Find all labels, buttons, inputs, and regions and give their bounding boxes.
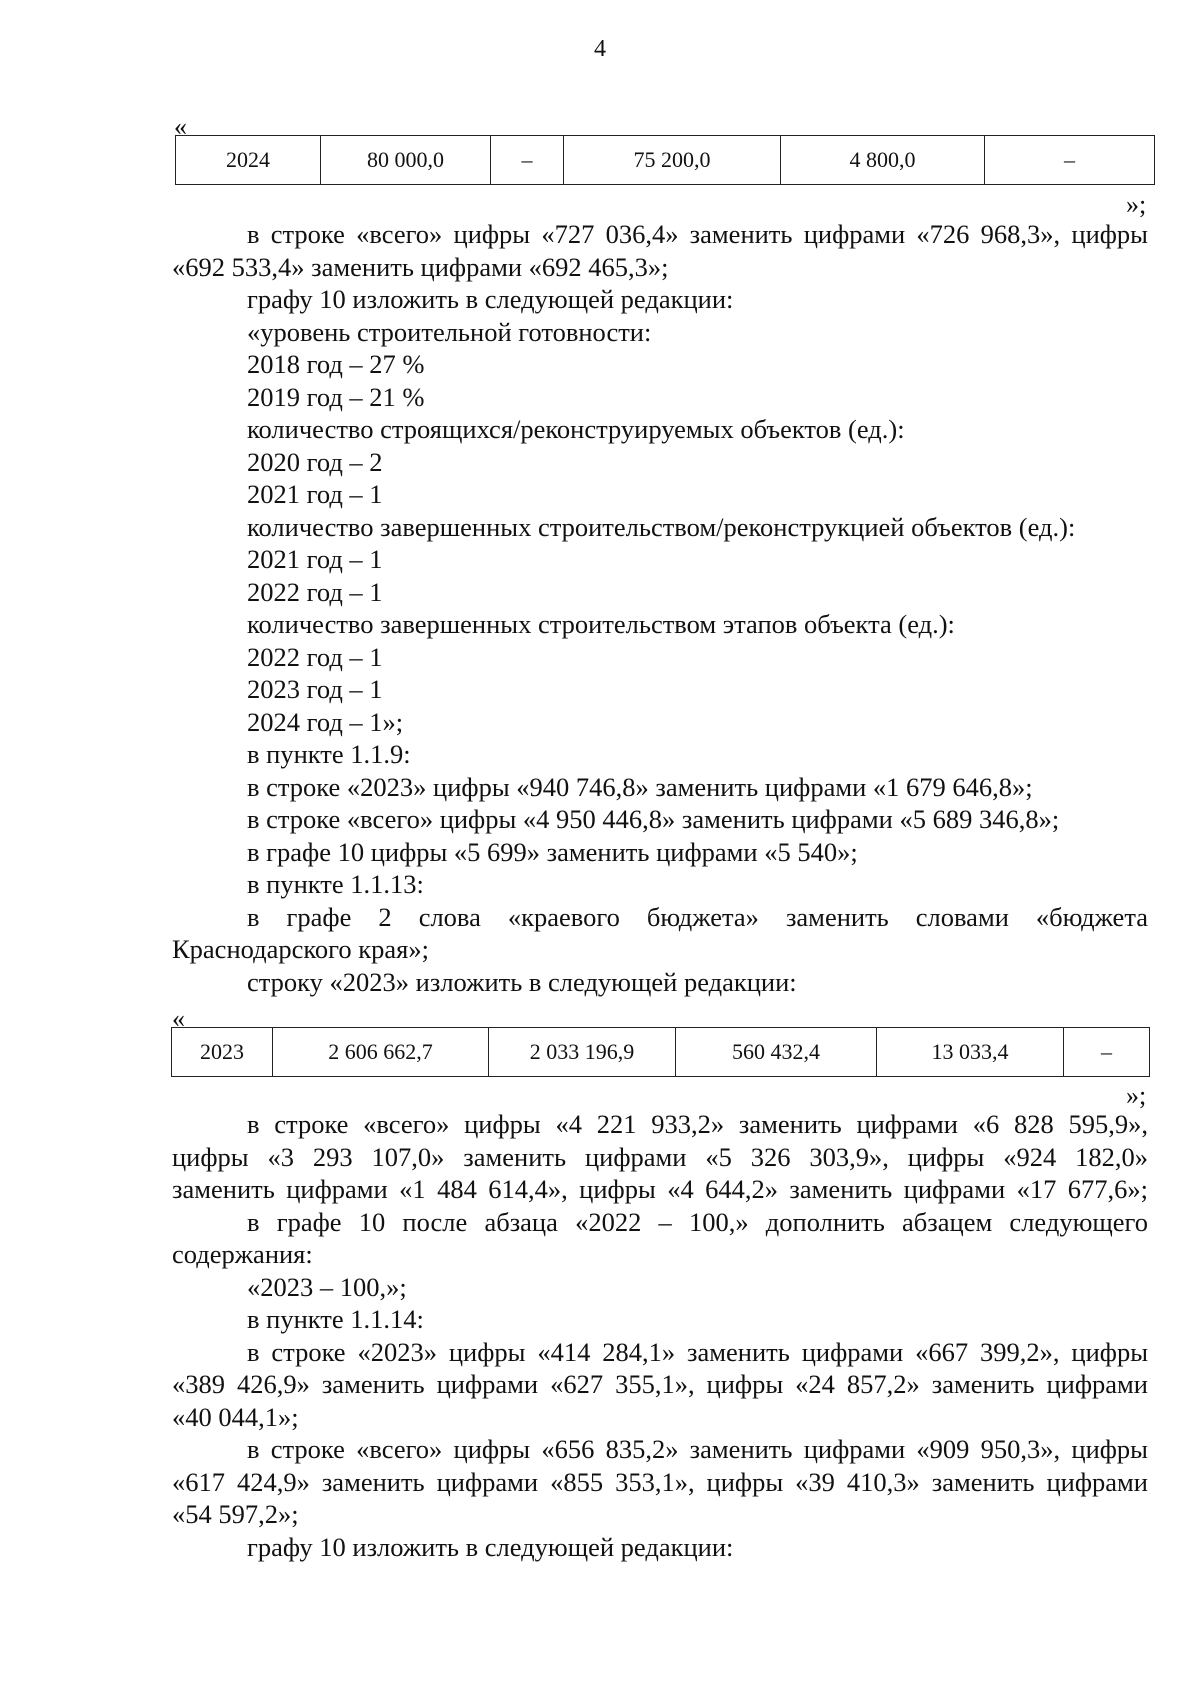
- paragraph-line: количество завершенных строительством этапов объекта (ед.):: [247, 609, 955, 639]
- paragraph-line: 2019 год – 21 %: [247, 382, 425, 412]
- paragraph-line: в графе 10 цифры «5 699» заменить цифрами «5 540»;: [247, 837, 858, 867]
- table-cell-other: –: [985, 136, 1155, 185]
- paragraph-line: цифры «3 293 107,0» заменить цифрами «5 326 303,9», цифры «924 182,0»: [172, 1142, 1148, 1172]
- paragraph-line: 2021 год – 1: [247, 544, 383, 574]
- quote-close-2: »;: [1126, 1081, 1147, 1110]
- paragraph-line: «40 044,1»;: [172, 1402, 299, 1432]
- quote-close-1: »;: [1126, 190, 1147, 219]
- paragraph-line: «389 426,9» заменить цифрами «627 355,1», цифры «24 857,2» заменить цифрами: [172, 1369, 1148, 1399]
- table-cell-regional: 75 200,0: [564, 136, 781, 185]
- paragraph-line: в пункте 1.1.13:: [247, 869, 424, 899]
- table-cell-federal: –: [491, 136, 564, 185]
- paragraph-line: в строке «всего» цифры «4 221 933,2» заменить цифрами «6 828 595,9»,: [247, 1109, 1148, 1139]
- paragraph-line: в строке «2023» цифры «940 746,8» заменить цифрами «1 679 646,8»;: [247, 772, 1033, 802]
- page-number: 4: [594, 36, 606, 62]
- paragraph-line: графу 10 изложить в следующей редакции:: [247, 284, 734, 314]
- paragraph-line: в пункте 1.1.14:: [247, 1304, 424, 1334]
- paragraph-line: в строке «всего» цифры «4 950 446,8» заменить цифрами «5 689 346,8»;: [247, 804, 1060, 834]
- paragraph-line: «617 424,9» заменить цифрами «855 353,1», цифры «39 410,3» заменить цифрами: [172, 1467, 1148, 1497]
- paragraph-line: в строке «2023» цифры «414 284,1» заменить цифрами «667 399,2», цифры: [247, 1337, 1148, 1367]
- table-cell-local: 13 033,4: [877, 1028, 1064, 1077]
- paragraph-line: количество завершенных строительством/реконструкцией объектов (ед.):: [247, 512, 1076, 542]
- paragraph-line: графу 10 изложить в следующей редакции:: [247, 1532, 734, 1562]
- paragraph-line: в строке «всего» цифры «727 036,4» заменить цифрами «726 968,3», цифры: [247, 219, 1148, 249]
- table-row: [172, 1028, 1150, 1077]
- paragraph-line: Краснодарского края»;: [172, 934, 429, 964]
- paragraph-line: в графе 2 слова «краевого бюджета» заменить словами «бюджета: [247, 902, 1148, 932]
- quote-open-1: «: [174, 112, 187, 141]
- paragraph-line: «692 533,4» заменить цифрами «692 465,3»;: [172, 252, 669, 282]
- paragraph-line: в строке «всего» цифры «656 835,2» заменить цифрами «909 950,3», цифры: [247, 1434, 1148, 1464]
- table-cell-year: 2023: [172, 1028, 273, 1077]
- paragraph-line: «2023 – 100,»;: [247, 1272, 407, 1302]
- paragraph-line: «уровень строительной готовности:: [247, 317, 652, 347]
- paragraph-line: в графе 10 после абзаца «2022 – 100,» дополнить абзацем следующего: [247, 1207, 1148, 1237]
- paragraph-line: строку «2023» изложить в следующей редакции:: [247, 967, 797, 997]
- paragraph-line: количество строящихся/реконструируемых объектов (ед.):: [247, 414, 905, 444]
- paragraph-line: 2023 год – 1: [247, 674, 383, 704]
- amendment-table-2024: [175, 135, 1155, 185]
- amendment-table-2023: [171, 1027, 1150, 1077]
- paragraph-line: заменить цифрами «1 484 614,4», цифры «4 644,2» заменить цифрами «17 677,6»;: [172, 1174, 1148, 1204]
- paragraph-line: содержания:: [172, 1239, 313, 1269]
- quote-open-2: «: [172, 1004, 185, 1033]
- table-cell-federal: 2 033 196,9: [489, 1028, 676, 1077]
- paragraph-line: 2021 год – 1: [247, 479, 383, 509]
- table-cell-other: –: [1064, 1028, 1150, 1077]
- table-cell-total: 80 000,0: [321, 136, 491, 185]
- table-cell-year: 2024: [176, 136, 321, 185]
- table-cell-local: 4 800,0: [781, 136, 985, 185]
- paragraph-line: «54 597,2»;: [172, 1499, 299, 1529]
- paragraph-line: в пункте 1.1.9:: [247, 739, 411, 769]
- paragraph-line: 2018 год – 27 %: [247, 349, 425, 379]
- paragraph-line: 2020 год – 2: [247, 447, 383, 477]
- table-cell-total: 2 606 662,7: [273, 1028, 489, 1077]
- table-cell-regional: 560 432,4: [676, 1028, 877, 1077]
- paragraph-line: 2022 год – 1: [247, 577, 383, 607]
- paragraph-line: 2022 год – 1: [247, 642, 383, 672]
- paragraph-line: 2024 год – 1»;: [247, 707, 404, 737]
- table-row: [176, 136, 1155, 185]
